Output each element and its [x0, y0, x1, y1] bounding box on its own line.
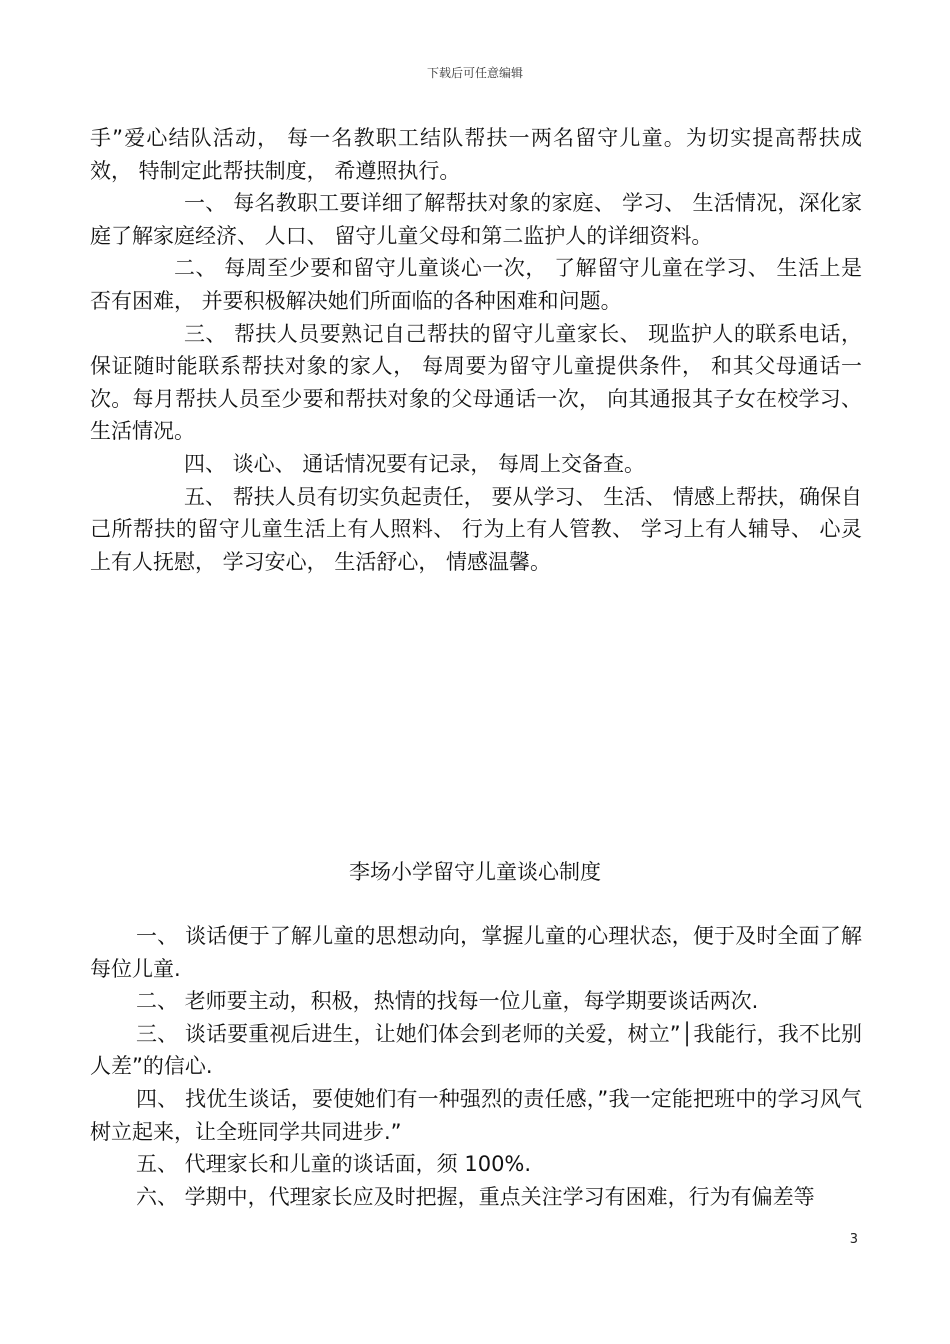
paragraph-item-5: 五、 帮扶人员有切实负起责任， 要从学习、 生活、 情感上帮扶，确保自己所帮扶的留守儿童生活上有人照料、 行为上有人管教、 学习上有人辅导、 心灵上有人抚慰， 学习安心， 生活舒心， 情感温馨。 — [90, 484, 862, 574]
talk-item-5: 五、 代理家长和儿童的谈话面，须 100%. — [136, 1152, 532, 1177]
talk-system-body — [90, 920, 862, 1213]
paragraph-item-3: 三、 帮扶人员要熟记自己帮扶的留守儿童家长、 现监护人的联系电话， 保证随时能联系帮扶对象的家人， 每周要为留守儿童提供条件， 和其父母通话一次。每月帮扶人员至少要和帮扶对象的父母通话一次， 向其通报其子女在校学习、 生活情况。 — [90, 321, 862, 444]
paragraph-item-1: 一、 每名教职工要详细了解帮扶对象的家庭、 学习、 生活情况，深化家庭了解家庭经济、 人口、 留守儿童父母和第二监护人的详细资料。 — [90, 191, 862, 248]
paragraph-item-2: 二、 每周至少要和留守儿童谈心一次， 了解留守儿童在学习、 生活上是否有困难， 并要积极解决她们所面临的各种困难和问题。 — [90, 256, 862, 313]
support-system-body — [90, 122, 862, 578]
page-header: 下载后可任意编辑 — [426, 66, 523, 80]
paragraph-intro: 手”爱心结队活动， 每一名教职工结队帮扶一两名留守儿童。为切实提高帮扶成效， 特制定此帮扶制度， 希遵照执行。 — [90, 126, 862, 183]
paragraph-item-4: 四、 谈心、 通话情况要有记录， 每周上交备查。 — [184, 451, 646, 476]
talk-item-4: 四、 找优生谈话，要使她们有一种强烈的责任感，”我一定能把班中的学习风气树立起来，让全班同学共同进步.” — [90, 1086, 862, 1144]
talk-item-2: 二、 老师要主动，积极，热情的找每一位儿童，每学期要谈话两次. — [136, 989, 759, 1014]
talk-item-6: 六、 学期中，代理家长应及时把握，重点关注学习有困难，行为有偏差等 — [136, 1184, 815, 1209]
talk-item-3: 三、 谈话要重视后进生，让她们体会到老师的关爱，树立”│我能行，我不比别人差”的信心. — [90, 1021, 862, 1079]
talk-item-1: 一、 谈话便于了解儿童的思想动向，掌握儿童的心理状态，便于及时全面了解每位儿童. — [90, 924, 862, 981]
section-title: 李场小学留守儿童谈心制度 — [349, 860, 601, 884]
page-number: 3 — [849, 1232, 858, 1247]
